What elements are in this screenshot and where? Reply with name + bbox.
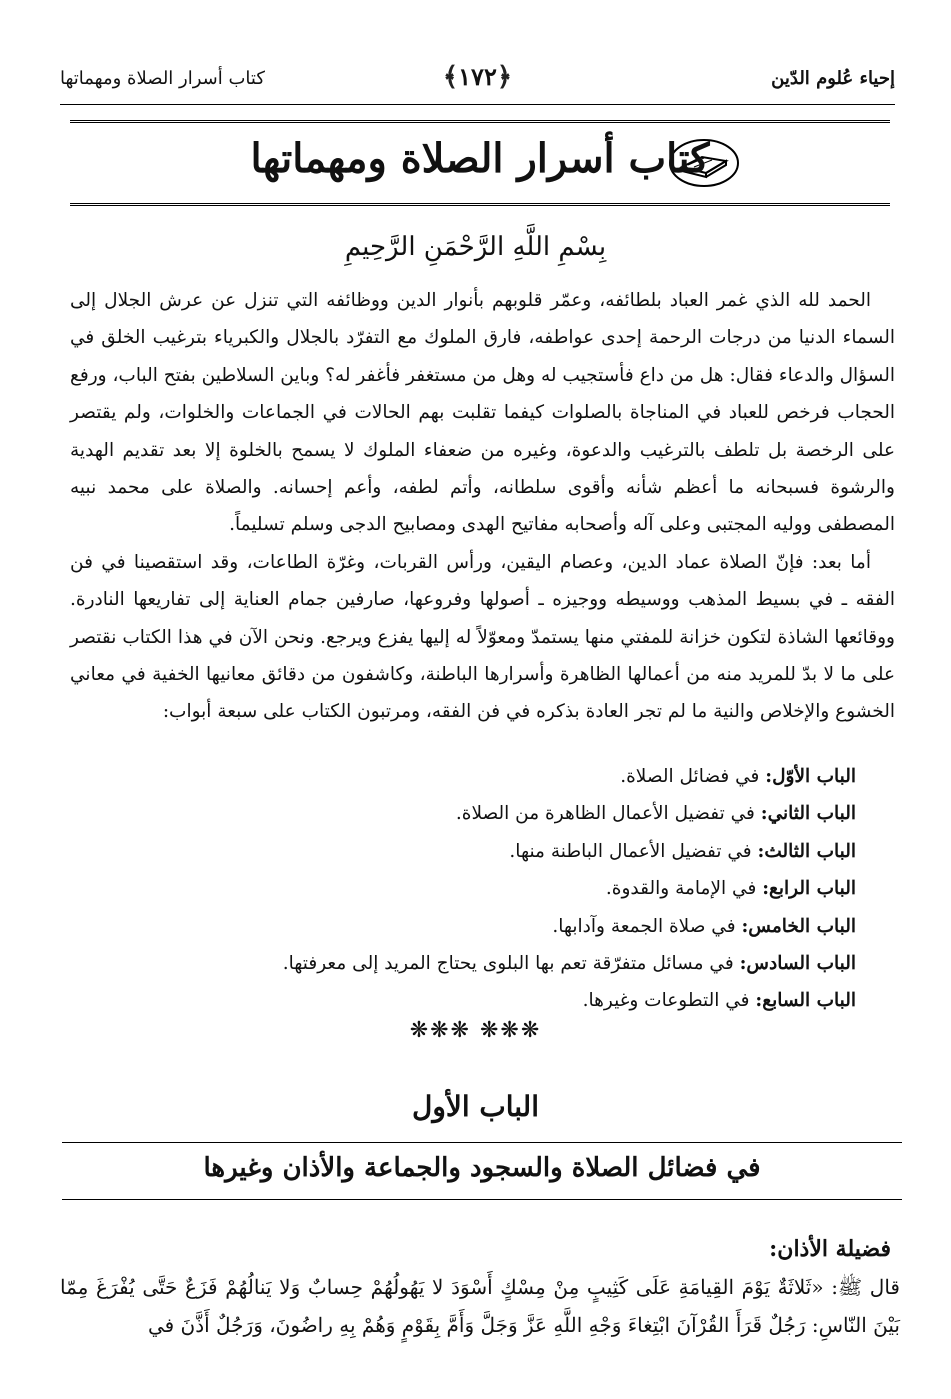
intro-paragraph-1: الحمد لله الذي غمر العباد بلطائفه، وعمّر قلوبهم بأنوار الدين ووظائفه التي تنزل عن عرش الجلال إلى السماء الدنيا من درجات الرحمة إحدى عواطفه، فارق الملوك مع التفرّد بالجلال والكبرياء بترغيب الخلق في السؤال والدعاء فقال: هل من داع فأستجيب له وهل من مستغفر فأغفر له؟ وباين السلاطين بفتح الباب، ورفع الحجاب فرخص للعباد في المناجاة بالصلوات كيفما تقلبت بهم الحالات في الجماعات والخلوات، ولم يقتصر على الرخصة بل تلطف بالترغيب والدعوة، وغيره من ضعفاء الملوك لا يسمح بالخلوة إلا بعد تقديم الهدية والرشوة فسبحانه ما أعظم شأنه وأقوى سلطانه، وأتم لطفه، وأعم إحسانه. والصلاة على محمد نبيه المصطفى ووليه المجتبى وعلى آله وأصحابه مفاتيح الهدى ومصابيح الدجى وسلم تسليماً. <box>70 290 895 536</box>
running-header-chapter-name: كتاب أسرار الصلاة ومهماتها <box>60 68 265 89</box>
chapter-text: في مسائل متفرّقة تعم بها البلوى يحتاج المريد إلى معرفتها. <box>282 953 734 975</box>
chapter-text: في التطوعات وغيرها. <box>582 990 750 1012</box>
page-number <box>443 62 512 92</box>
hadith-text: قال ﷺ: «ثَلاثَةٌ يَوْمَ القِيامَةِ عَلَى كَثِيبٍ مِنْ مِسْكٍ أَسْوَدَ لا يَهُولُهُمْ حِسابٌ وَلا يَنالُهُمْ فَزَعٌ حَتَّى يُفْرَغَ مِمّا بَيْنَ النّاسِ: رَجُلٌ قَرَأَ القُرْآنَ ابْتِغاءَ وَجْهِ اللَّهِ عَزَّ وَجَلَّ وَأَمَّ بِقَوْمٍ وَهُمْ بِهِ راضُونَ، وَرَجُلٌ أَذَّنَ في <box>60 1275 900 1337</box>
chapter-label: الباب السادس: <box>739 953 856 975</box>
brace-ornament-icon: ﴾ <box>442 62 459 92</box>
chapter-label: الباب الأوّل: <box>765 766 856 787</box>
chapter-text: في فضائل الصلاة. <box>620 766 760 787</box>
chapter-label: الباب الثاني: <box>760 803 856 825</box>
section-subtitle: في فضائل الصلاة والسجود والجماعة والأذان وغيرها <box>203 1153 761 1183</box>
star-separator: ❋❋❋ ❋❋❋ <box>409 1018 542 1043</box>
intro-text <box>70 282 895 731</box>
chapter-text: في تفضيل الأعمال الظاهرة من الصلاة. <box>455 803 755 825</box>
page-number-text: ١٧٢ <box>458 62 497 91</box>
basmala: بِسْمِ اللَّهِ الرَّحْمَنِ الرَّحِيمِ <box>344 232 607 262</box>
subsection-heading: فضيلة الأذان: <box>769 1236 891 1262</box>
brace-ornament-icon: ﴿ <box>496 62 513 92</box>
book-title: كتاب أسرار الصلاة ومهماتها <box>250 135 710 182</box>
chapter-text: في الإمامة والقدوة. <box>605 878 757 900</box>
chapter-text: في تفضيل الأعمال الباطنة منها. <box>509 840 752 862</box>
chapter-text: في صلاة الجمعة وآدابها. <box>552 915 736 937</box>
chapter-list <box>283 758 856 1020</box>
chapter-item <box>283 908 856 945</box>
section-title: الباب الأول <box>411 1090 539 1123</box>
title-frame <box>70 120 890 206</box>
running-header <box>60 60 895 100</box>
chapter-item <box>283 945 856 982</box>
chapter-item <box>283 795 856 832</box>
running-header-book-name: إحياء عُلوم الدّين <box>771 68 895 89</box>
section-subtitle-frame <box>62 1142 902 1200</box>
chapter-item <box>283 833 856 870</box>
chapter-label: الباب السابع: <box>755 990 856 1012</box>
chapter-item <box>283 758 856 795</box>
chapter-label: الباب الثالث: <box>757 840 856 862</box>
chapter-label: الباب الخامس: <box>741 915 856 937</box>
chapter-label: الباب الرابع: <box>762 878 856 900</box>
chapter-item <box>283 870 856 907</box>
intro-paragraph-2: أما بعد: فإنّ الصلاة عماد الدين، وعصام اليقين، ورأس القربات، وغرّة الطاعات، وقد استقصينا في فن الفقه ـ في بسيط المذهب ووسيطه ووجيزه ـ أصولها وفروعها، صارفين جمام العناية إلى تفاريعها النادرة. ووقائعها الشاذة لتكون خزانة للمفتي منها يستمدّ ومعوّلاً له إليها يفزع ويرجع. ونحن الآن في هذا الكتاب نقتصر على ما لا بدّ للمريد منه من أعمالها الظاهرة وأسرارها الباطنة، وكاشفون من دقائق معانيها الخفية في معاني الخشوع والإخلاص والنية ما لم تجر العادة بذكره في فن الفقه، ومرتبون الكتاب على سبعة أبواب: <box>70 551 895 723</box>
header-rule <box>60 104 895 105</box>
chapter-item <box>283 982 856 1019</box>
